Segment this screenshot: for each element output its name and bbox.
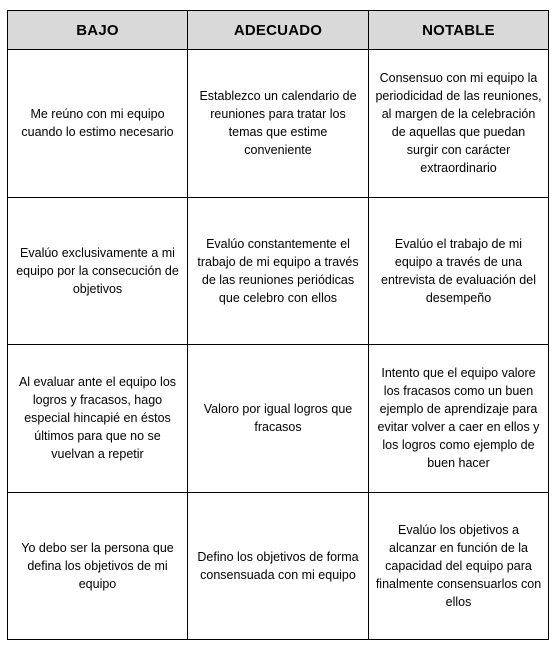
cell-adecuado: Evalúo constantemente el trabajo de mi equipo a través de las reuniones periódicas que celebro con ellos — [188, 197, 369, 345]
header-notable: NOTABLE — [369, 11, 549, 50]
cell-bajo: Evalúo exclusivamente a mi equipo por la consecución de objetivos — [8, 197, 188, 345]
table-row — [8, 492, 549, 640]
header-row — [8, 11, 549, 50]
cell-bajo: Yo debo ser la persona que defina los objetivos de mi equipo — [8, 492, 188, 640]
rubric-table — [7, 10, 549, 640]
cell-bajo: Al evaluar ante el equipo los logros y fracasos, hago especial hincapié en éstos últimos para que no se vuelvan a repetir — [8, 345, 188, 493]
header-bajo: BAJO — [8, 11, 188, 50]
cell-adecuado: Establezco un calendario de reuniones para tratar los temas que estime conveniente — [188, 50, 369, 198]
cell-notable: Evalúo el trabajo de mi equipo a través de una entrevista de evaluación del desempeño — [369, 197, 549, 345]
cell-bajo: Me reúno con mi equipo cuando lo estimo necesario — [8, 50, 188, 198]
table-body — [8, 50, 549, 640]
cell-adecuado: Defino los objetivos de forma consensuada con mi equipo — [188, 492, 369, 640]
table-row — [8, 50, 549, 198]
cell-notable: Intento que el equipo valore los fracasos como un buen ejemplo de aprendizaje para evitar volver a caer en ellos y los logros como ejemplo de buen hacer — [369, 345, 549, 493]
table-row — [8, 345, 549, 493]
cell-adecuado: Valoro por igual logros que fracasos — [188, 345, 369, 493]
table-row — [8, 197, 549, 345]
table-header — [8, 11, 549, 50]
cell-notable: Evalúo los objetivos a alcanzar en función de la capacidad del equipo para finalmente consensuarlos con ellos — [369, 492, 549, 640]
header-adecuado: ADECUADO — [188, 11, 369, 50]
cell-notable: Consensuo con mi equipo la periodicidad de las reuniones, al margen de la celebración de aquellas que puedan surgir con carácter extraordinario — [369, 50, 549, 198]
